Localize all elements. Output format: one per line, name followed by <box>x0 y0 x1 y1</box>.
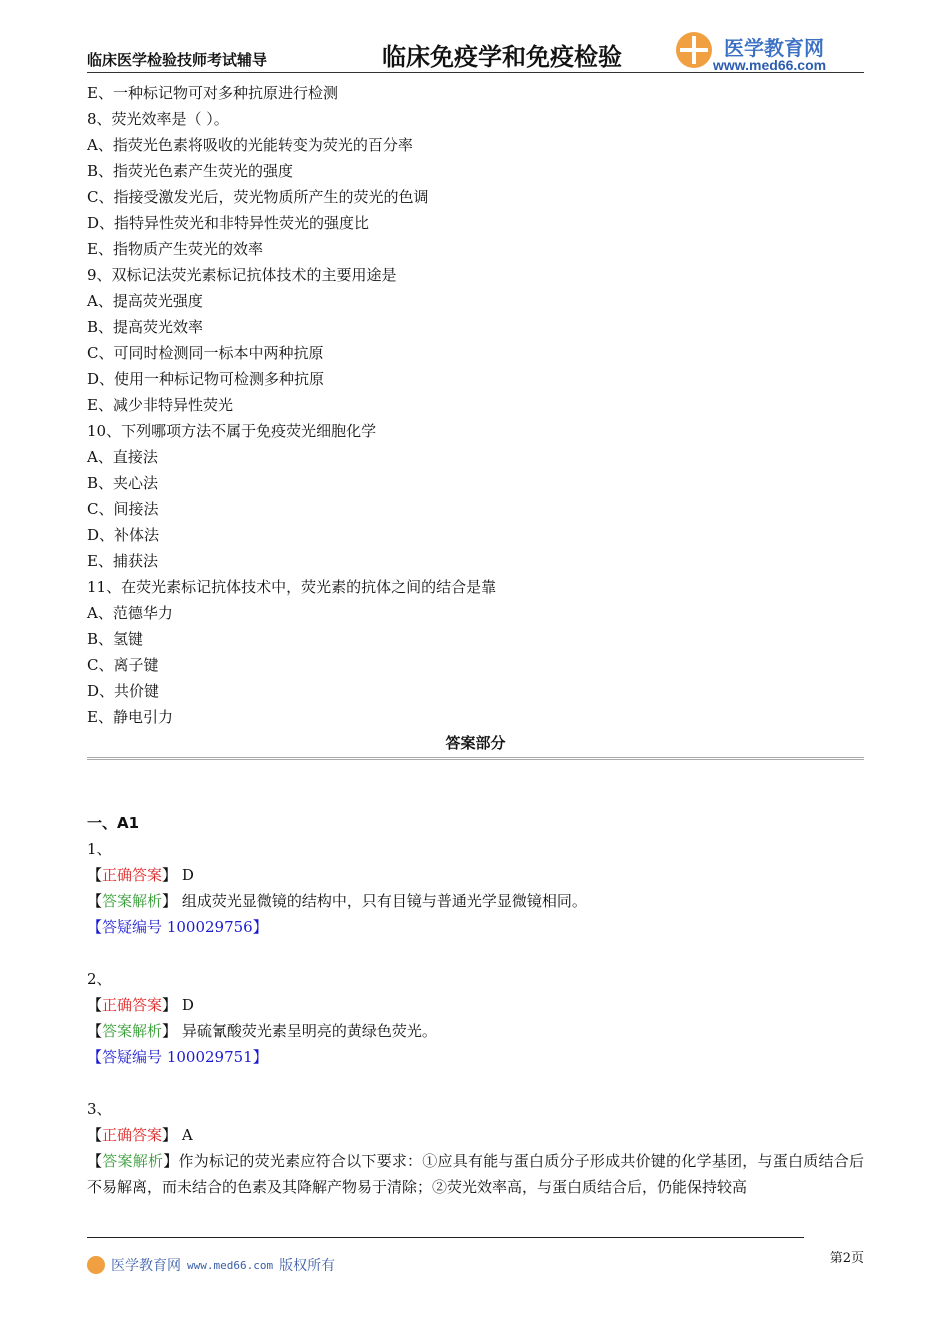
bracket-open: 【 <box>87 1152 103 1170</box>
question-line: C、离子键 <box>87 656 159 674</box>
footer-url: www.med66.com <box>187 1258 274 1272</box>
bracket-close: 】 <box>163 1152 179 1170</box>
question-id-value: 100029751 <box>166 1048 253 1066</box>
analysis-label: 答案解析 <box>102 1152 164 1170</box>
correct-answer-line <box>87 1122 864 1148</box>
answer-section-title: 答案部分 <box>445 734 506 752</box>
question-line: D、共价键 <box>87 682 160 700</box>
question-line: E、一种标记物可对多种抗原进行检测 <box>87 84 338 102</box>
question-line: 8、荧光效率是（ ）。 <box>87 110 229 128</box>
question-line: A、提高荧光强度 <box>87 292 203 310</box>
question-line: D、补体法 <box>87 526 160 544</box>
analysis-line <box>87 888 864 914</box>
bracket-open: 【 <box>87 996 103 1014</box>
correct-answer-line <box>87 992 864 1018</box>
bracket-open: 【 <box>87 1126 103 1144</box>
analysis-line <box>87 1018 864 1044</box>
question-line: B、提高荧光效率 <box>87 318 204 336</box>
bracket-open: 【 <box>87 918 103 936</box>
answer-number: 2、 <box>87 970 112 988</box>
question-line: A、直接法 <box>87 448 158 466</box>
correct-answer-value: A <box>181 1126 193 1144</box>
bracket-close: 】 <box>162 1126 182 1144</box>
bracket-close: 】 <box>162 1022 182 1040</box>
question-line: 10、下列哪项方法不属于免疫荧光细胞化学 <box>87 422 377 440</box>
footer-rights: 版权所有 <box>279 1258 336 1274</box>
correct-answer-label: 正确答案 <box>102 996 163 1014</box>
bracket-open: 【 <box>87 1048 103 1066</box>
analysis-line <box>87 1148 864 1200</box>
correct-answer-value: D <box>181 996 194 1014</box>
question-line: D、指特异性荧光和非特异性荧光的强度比 <box>87 214 370 232</box>
analysis-text: 异硫氰酸荧光素呈明亮的黄绿色荧光。 <box>181 1022 437 1040</box>
analysis-label: 答案解析 <box>102 892 163 910</box>
document-body <box>87 80 864 1200</box>
question-id-label: 答疑编号 <box>102 918 163 936</box>
question-line: D、使用一种标记物可检测多种抗原 <box>87 370 325 388</box>
question-line: E、指物质产生荧光的效率 <box>87 240 263 258</box>
footer-site: 医学教育网 <box>111 1258 181 1274</box>
bracket-open: 【 <box>87 1022 103 1040</box>
page-header <box>87 28 864 73</box>
logo-icon <box>87 1256 105 1274</box>
analysis-text: 组成荧光显微镜的结构中，只有目镜与普通光学显微镜相同。 <box>181 892 587 910</box>
correct-answer-label: 正确答案 <box>102 866 163 884</box>
question-id-line <box>87 914 864 940</box>
footer-divider <box>87 1237 804 1238</box>
bracket-open: 【 <box>87 892 103 910</box>
blank-line <box>87 760 864 786</box>
blank-line <box>87 1070 864 1096</box>
correct-answer-line <box>87 862 864 888</box>
header-title: 临床免疫学和免疫检验 <box>382 42 622 71</box>
bracket-open: 【 <box>87 866 103 884</box>
site-logo <box>676 30 856 74</box>
question-line: E、捕获法 <box>87 552 158 570</box>
question-line: B、夹心法 <box>87 474 159 492</box>
question-id-value: 100029756 <box>166 918 253 936</box>
analysis-text: 作为标记的荧光素应符合以下要求：①应具有能与蛋白质分子形成共价键的化学基团，与蛋白质结合后不易解离，而未结合的色素及其降解产物易于清除；②荧光效率高，与蛋白质结合后，仍能保持较高 <box>87 1152 864 1196</box>
question-line: E、减少非特异性荧光 <box>87 396 233 414</box>
question-id-label: 答疑编号 <box>102 1048 163 1066</box>
answer-number: 1、 <box>87 840 112 858</box>
header-subtitle: 临床医学检验技师考试辅导 <box>87 51 268 69</box>
analysis-label: 答案解析 <box>102 1022 163 1040</box>
question-id-line <box>87 1044 864 1070</box>
logo-cross-icon <box>676 32 712 68</box>
bracket-close: 】 <box>252 1048 268 1066</box>
question-line: B、氢键 <box>87 630 144 648</box>
logo-url: www.med66.com <box>713 57 827 73</box>
question-line: C、指接受激发光后，荧光物质所产生的荧光的色调 <box>87 188 429 206</box>
question-line: A、指荧光色素将吸收的光能转变为荧光的百分率 <box>87 136 413 154</box>
correct-answer-label: 正确答案 <box>102 1126 163 1144</box>
question-line: A、范德华力 <box>87 604 173 622</box>
logo-name: 医学教育网 <box>724 36 824 60</box>
correct-answer-value: D <box>181 866 194 884</box>
question-line: B、指荧光色素产生荧光的强度 <box>87 162 294 180</box>
question-line: 9、双标记法荧光素标记抗体技术的主要用途是 <box>87 266 397 284</box>
bracket-close: 】 <box>252 918 268 936</box>
blank-line <box>87 940 864 966</box>
bracket-close: 】 <box>162 996 182 1014</box>
question-line: C、间接法 <box>87 500 159 518</box>
bracket-close: 】 <box>162 892 182 910</box>
page-footer <box>87 1255 335 1275</box>
answer-number: 3、 <box>87 1100 112 1118</box>
bracket-close: 】 <box>162 866 182 884</box>
question-line: 11、在荧光素标记抗体技术中，荧光素的抗体之间的结合是靠 <box>87 578 497 596</box>
question-line: C、可同时检测同一标本中两种抗原 <box>87 344 324 362</box>
part-heading: 一、A1 <box>87 814 140 832</box>
question-line: E、静电引力 <box>87 708 173 726</box>
page-number: 第2页 <box>829 1251 864 1266</box>
